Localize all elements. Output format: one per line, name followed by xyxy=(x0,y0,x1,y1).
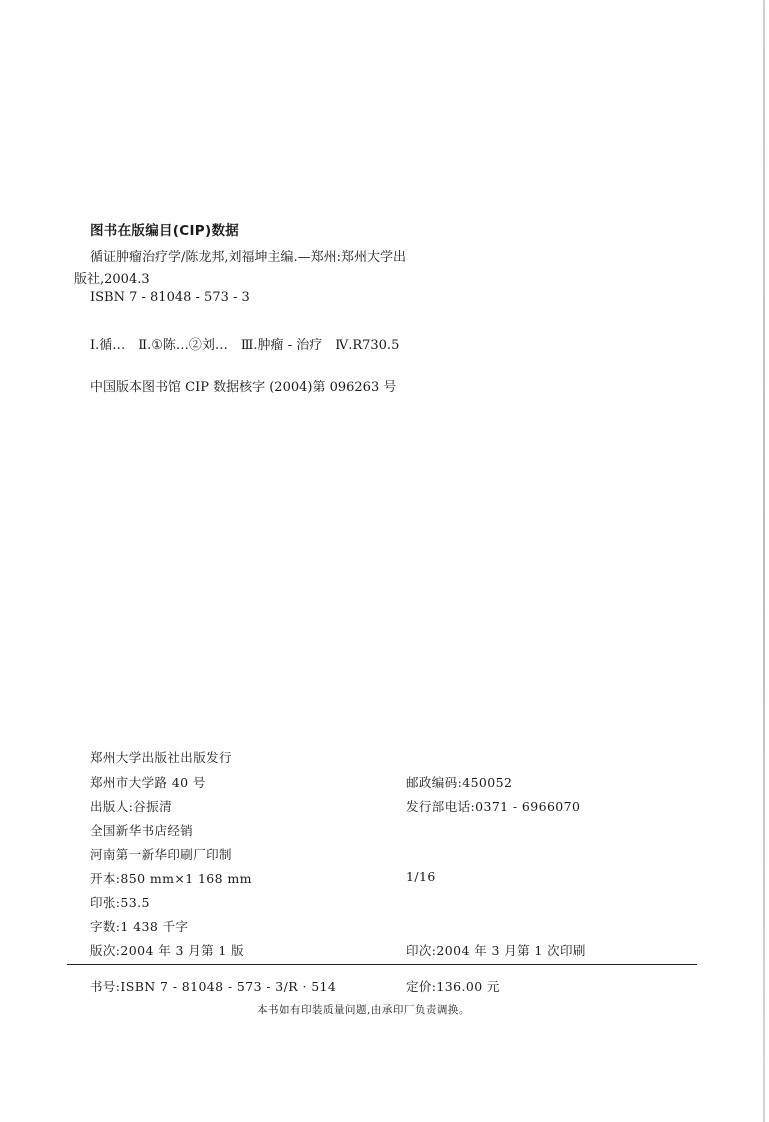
printed-sheets: 印张:53.5 xyxy=(90,895,150,910)
quality-notice: 本书如有印装质量问题,由承印厂负责调换。 xyxy=(257,1004,470,1016)
book-format: 开本:850 mm×1 168 mm xyxy=(90,871,252,886)
postcode: 邮政编码:450052 xyxy=(406,775,513,790)
distribution-phone: 发行部电话:0371 - 6966070 xyxy=(406,799,581,814)
page-edge-shadow xyxy=(763,0,765,1122)
book-number: 书号:ISBN 7 - 81048 - 573 - 3/R · 514 xyxy=(90,979,337,994)
cip-title-line-2: 版社,2004.3 xyxy=(74,272,150,287)
printer: 河南第一新华印刷厂印制 xyxy=(90,847,232,862)
publisher: 郑州大学出版社出版发行 xyxy=(90,750,232,765)
edition: 版次:2004 年 3 月第 1 版 xyxy=(90,943,244,958)
cip-title-line-1: 循证肿瘤治疗学/陈龙邦,刘福坤主编.—郑州:郑州大学出 xyxy=(90,250,407,265)
cip-record-number: 中国版本图书馆 CIP 数据核字 (2004)第 096263 号 xyxy=(90,380,397,395)
divider-rule xyxy=(67,964,697,965)
word-count: 字数:1 438 千字 xyxy=(90,919,189,934)
publisher-person: 出版人:谷振清 xyxy=(90,799,173,814)
cip-isbn: ISBN 7 - 81048 - 573 - 3 xyxy=(90,290,250,305)
publisher-address: 郑州市大学路 40 号 xyxy=(90,775,206,790)
distributor: 全国新华书店经销 xyxy=(90,823,194,838)
cip-subjects: Ⅰ.循… Ⅱ.①陈…②刘… Ⅲ.肿瘤 - 治疗 Ⅳ.R730.5 xyxy=(90,338,400,353)
cip-heading: 图书在版编目(CIP)数据 xyxy=(90,223,240,239)
printing: 印次:2004 年 3 月第 1 次印刷 xyxy=(406,943,586,958)
format-fraction: 1/16 xyxy=(406,869,436,884)
price: 定价:136.00 元 xyxy=(406,979,500,994)
